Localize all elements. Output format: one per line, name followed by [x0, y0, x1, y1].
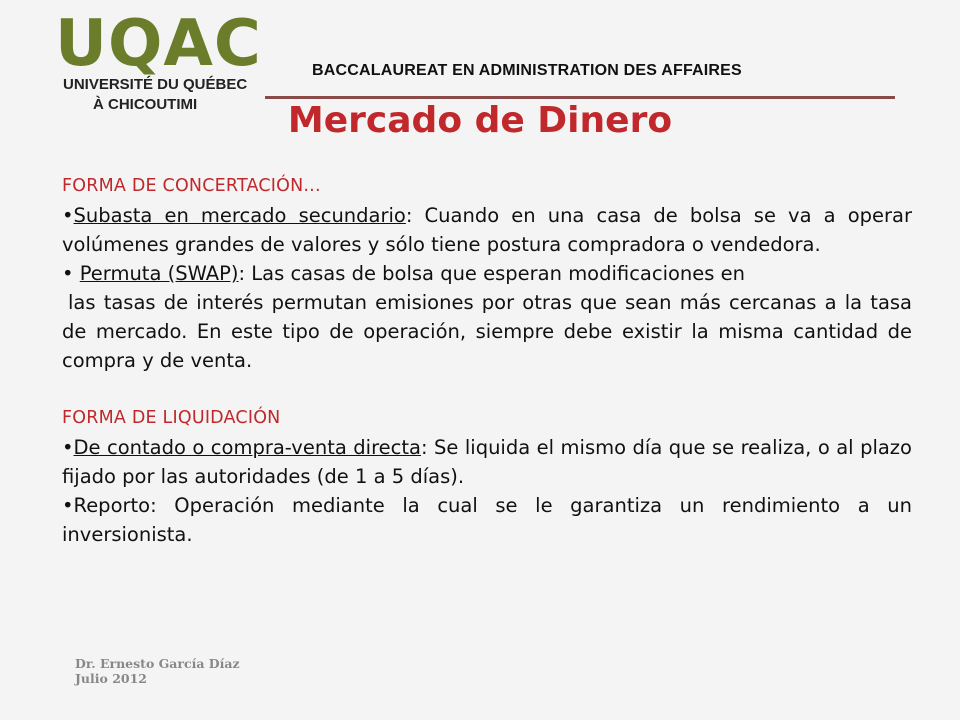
- bullet-term: Subasta en mercado secundario: [73, 204, 406, 227]
- footer-credits: [75, 656, 240, 686]
- bullet-text: : Cuando en una casa de bolsa se va a operar volúmenes grandes de valores y sólo tiene postura compradora o vendedora.: [62, 204, 913, 256]
- section-heading-concertacion: FORMA DE CONCERTACIÓN...: [62, 176, 321, 196]
- bullet-text: Reporto: Operación mediante la cual se le garantiza un rendimiento a un inversionista.: [62, 494, 912, 546]
- bullet-term: De contado o compra-venta directa: [73, 436, 421, 459]
- bullet-reporto: [62, 491, 912, 549]
- program-name: BACCALAUREAT EN ADMINISTRATION DES AFFAIRES: [312, 62, 742, 79]
- bullet-contado: [62, 433, 912, 491]
- logo-brand: UQAC: [55, 7, 262, 81]
- section-heading-liquidacion: FORMA DE LIQUIDACIÓN: [62, 408, 281, 428]
- bullet-subasta: [62, 201, 912, 259]
- header-divider: [265, 96, 895, 99]
- slide-title: Mercado de Dinero: [287, 100, 673, 141]
- spacer: [62, 375, 912, 404]
- permuta-continuation: las tasas de interés permutan emisiones por otras que sean más cercanas a la tasa de mercado. En este tipo de operación, siempre debe existir la misma cantidad de compra y de venta.: [62, 291, 912, 372]
- bullet-permuta: [62, 259, 912, 288]
- bullet-text: : Se liquida el mismo día que se realiza, o al plazo fijado por las autoridades (de 1 a 5 días).: [62, 436, 912, 488]
- logo-line-2: À CHICOUTIMI: [93, 96, 198, 113]
- slide-body: [62, 172, 912, 549]
- bullet-text: : Las casas de bolsa que esperan modificaciones en: [238, 262, 746, 285]
- bullet-term: Permuta (SWAP): [79, 262, 239, 285]
- footer-date: Julio 2012: [75, 671, 147, 686]
- bullet-marker: •: [62, 262, 74, 285]
- bullet-marker: •: [62, 204, 74, 227]
- footer-author: Dr. Ernesto García Díaz: [75, 656, 240, 671]
- logo-line-1: UNIVERSITÉ DU QUÉBEC: [63, 76, 248, 93]
- uqac-logo: [55, 7, 265, 114]
- bullet-marker: •: [62, 436, 74, 459]
- bullet-marker: •: [62, 494, 74, 517]
